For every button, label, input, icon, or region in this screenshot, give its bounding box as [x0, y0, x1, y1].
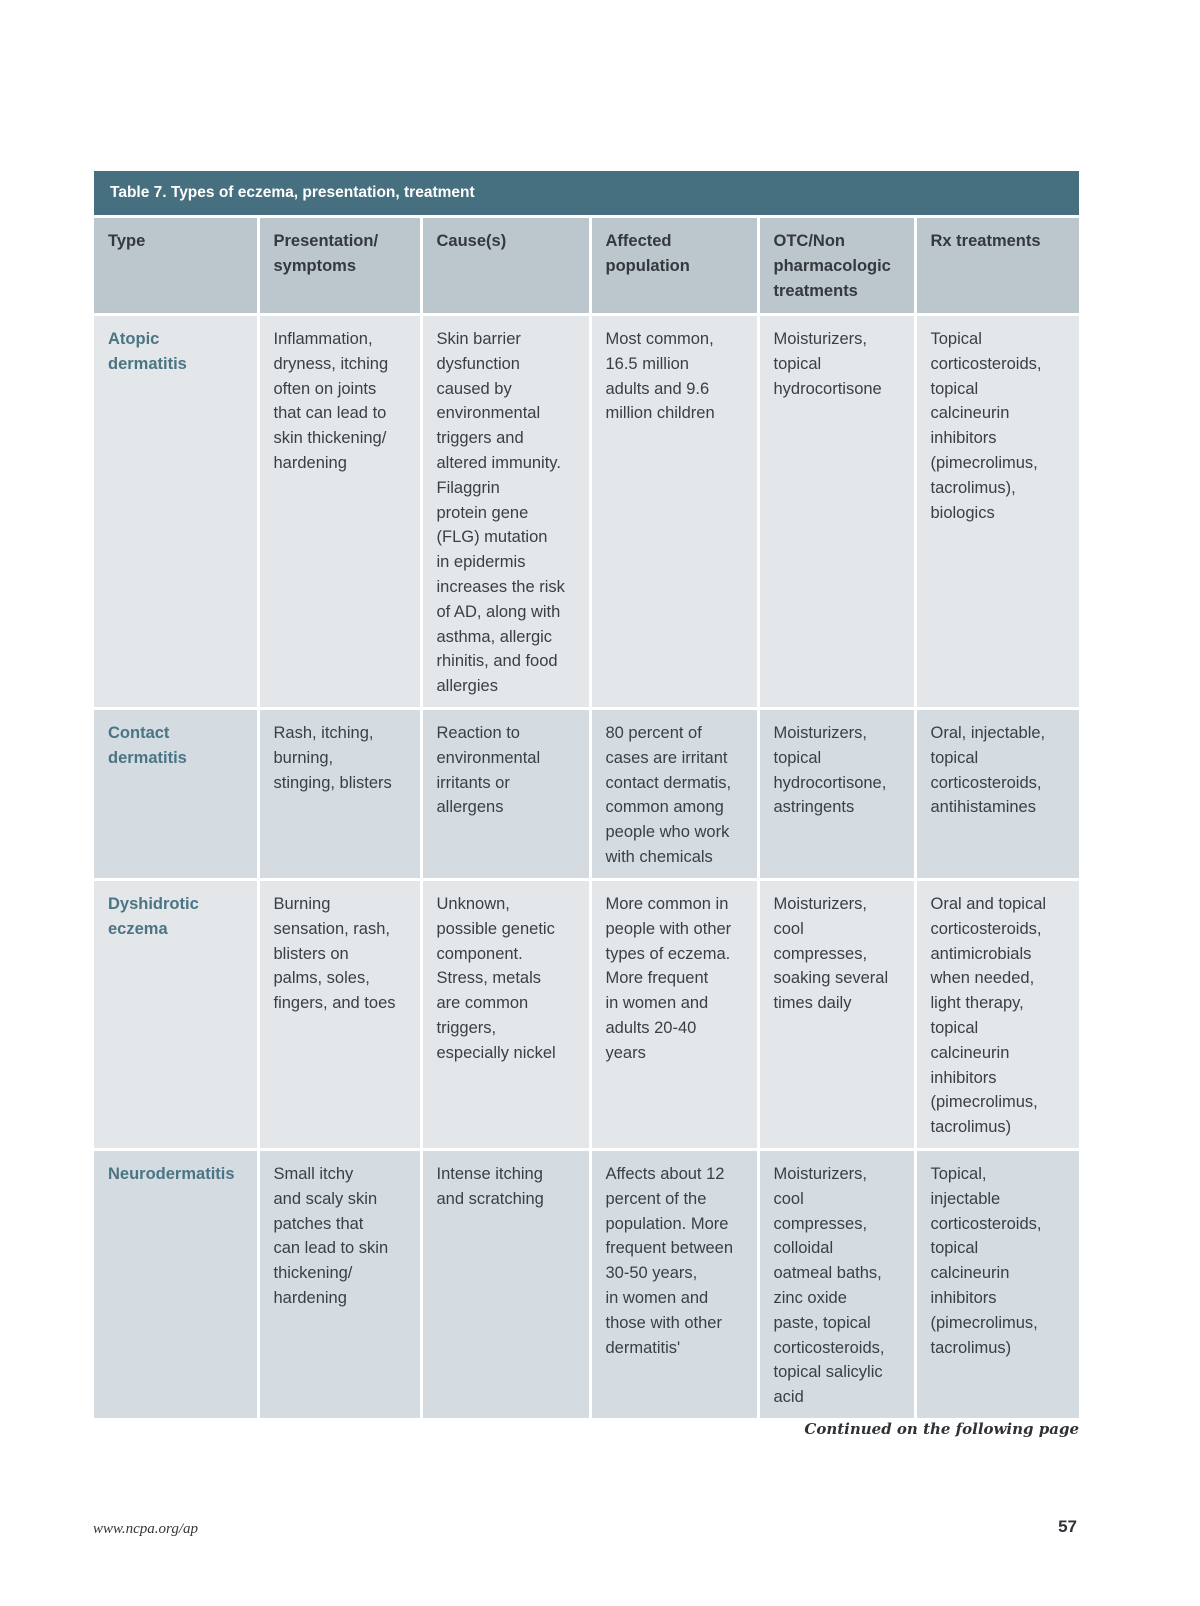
header-presentation-label: Presentation/ symptoms — [273, 232, 379, 275]
type-cell — [94, 315, 258, 709]
cell-text: Neurodermatitis — [108, 1164, 235, 1183]
header-rx-treatments-label: Rx treatments — [930, 232, 1041, 250]
causes-cell — [421, 1149, 590, 1419]
cell-text: Small itchy and scaly skin patches that can lead to skin thickening/ hardening — [273, 1164, 389, 1307]
presentation-cell — [258, 1149, 421, 1419]
table-row — [94, 1149, 1079, 1419]
rx-treatments-cell — [915, 879, 1079, 1149]
cell-text: Contact dermatitis — [108, 723, 187, 767]
cell-text: More common in people with other types of eczema. More frequent in women and adults 20-40 years — [605, 894, 732, 1062]
cell-text: Rash, itching, burning, stinging, blisters — [273, 723, 392, 792]
cell-text: Topical corticosteroids, topical calcineurin inhibitors (pimecrolimus, tacrolimus), biologics — [930, 330, 1042, 522]
table-caption-row — [94, 171, 1079, 217]
affected-population-cell — [590, 708, 758, 879]
otc-treatments-cell — [758, 708, 915, 879]
presentation-cell — [258, 879, 421, 1149]
cell-text: Moisturizers, topical hydrocortisone, astringents — [773, 723, 887, 817]
cell-text: 80 percent of cases are irritant contact dermatis, common among people who work with chemicals — [605, 723, 732, 866]
presentation-cell — [258, 708, 421, 879]
table-caption: Table 7. Types of eczema, presentation, treatment — [94, 171, 1079, 217]
type-cell — [94, 708, 258, 879]
header-type-label: Type — [108, 232, 146, 250]
cell-text: Most common, 16.5 million adults and 9.6 million children — [605, 330, 715, 423]
rx-treatments-cell — [915, 1149, 1079, 1419]
eczema-types-table — [94, 171, 1079, 1421]
otc-treatments-cell — [758, 879, 915, 1149]
cell-text: Oral, injectable, topical corticosteroids, antihistamines — [930, 723, 1046, 817]
page-number: 57 — [1058, 1517, 1077, 1536]
header-affected-population-label: Affected population — [605, 232, 690, 275]
affected-population-cell — [590, 879, 758, 1149]
cell-text: Affects about 12 percent of the population. More frequent between 30-50 years, in women and those with other dermatitis' — [605, 1164, 734, 1357]
cell-text: Moisturizers, topical hydrocortisone — [773, 330, 882, 398]
cell-text: Reaction to environmental irritants or allergens — [436, 723, 541, 817]
header-otc-treatments-label: OTC/Non pharmacologic treatments — [773, 232, 891, 300]
rx-treatments-cell — [915, 315, 1079, 709]
affected-population-cell — [590, 1149, 758, 1419]
table-row — [94, 315, 1079, 709]
otc-treatments-cell — [758, 315, 915, 709]
header-otc-treatments — [758, 217, 915, 315]
footer-url: www.ncpa.org/ap — [93, 1521, 199, 1537]
cell-text: Dyshidrotic eczema — [108, 894, 199, 938]
cell-text: Topical, injectable corticosteroids, topical calcineurin inhibitors (pimecrolimus, tacrolimus) — [930, 1164, 1042, 1357]
cell-text: Atopic dermatitis — [108, 330, 187, 373]
header-affected-population — [590, 217, 758, 315]
type-cell — [94, 879, 258, 1149]
header-presentation — [258, 217, 421, 315]
affected-population-cell — [590, 315, 758, 709]
header-type — [94, 217, 258, 315]
causes-cell — [421, 315, 590, 709]
continued-note: Continued on the following page — [804, 1420, 1079, 1438]
cell-text: Inflammation, dryness, itching often on joints that can lead to skin thickening/ hardening — [273, 330, 389, 472]
table-header-row — [94, 217, 1079, 315]
rx-treatments-cell — [915, 708, 1079, 879]
cell-text: Moisturizers, cool compresses, soaking several times daily — [773, 894, 889, 1013]
causes-cell — [421, 708, 590, 879]
header-rx-treatments — [915, 217, 1079, 315]
cell-text: Moisturizers, cool compresses, colloidal oatmeal baths, zinc oxide paste, topical corticosteroids, topical salicylic acid — [773, 1164, 885, 1407]
type-cell — [94, 1149, 258, 1419]
presentation-cell — [258, 315, 421, 709]
cell-text: Unknown, possible genetic component. Stress, metals are common triggers, especially nickel — [436, 894, 556, 1062]
cell-text: Burning sensation, rash, blisters on palms, soles, fingers, and toes — [273, 894, 396, 1013]
cell-text: Intense itching and scratching — [436, 1164, 544, 1208]
cell-text: Oral and topical corticosteroids, antimicrobials when needed, light therapy, topical calcineurin inhibitors (pimecrolimus, tacrolimus) — [930, 894, 1047, 1137]
otc-treatments-cell — [758, 1149, 915, 1419]
header-causes — [421, 217, 590, 315]
table-row — [94, 879, 1079, 1149]
cell-text: Skin barrier dysfunction caused by environmental triggers and altered immunity. Filaggrin protein gene (FLG) mutation in epidermis increases the risk of AD, along with asthma, allergic rhinitis, and food allergies — [436, 330, 565, 696]
causes-cell — [421, 879, 590, 1149]
table-row — [94, 708, 1079, 879]
header-causes-label: Cause(s) — [436, 232, 507, 250]
